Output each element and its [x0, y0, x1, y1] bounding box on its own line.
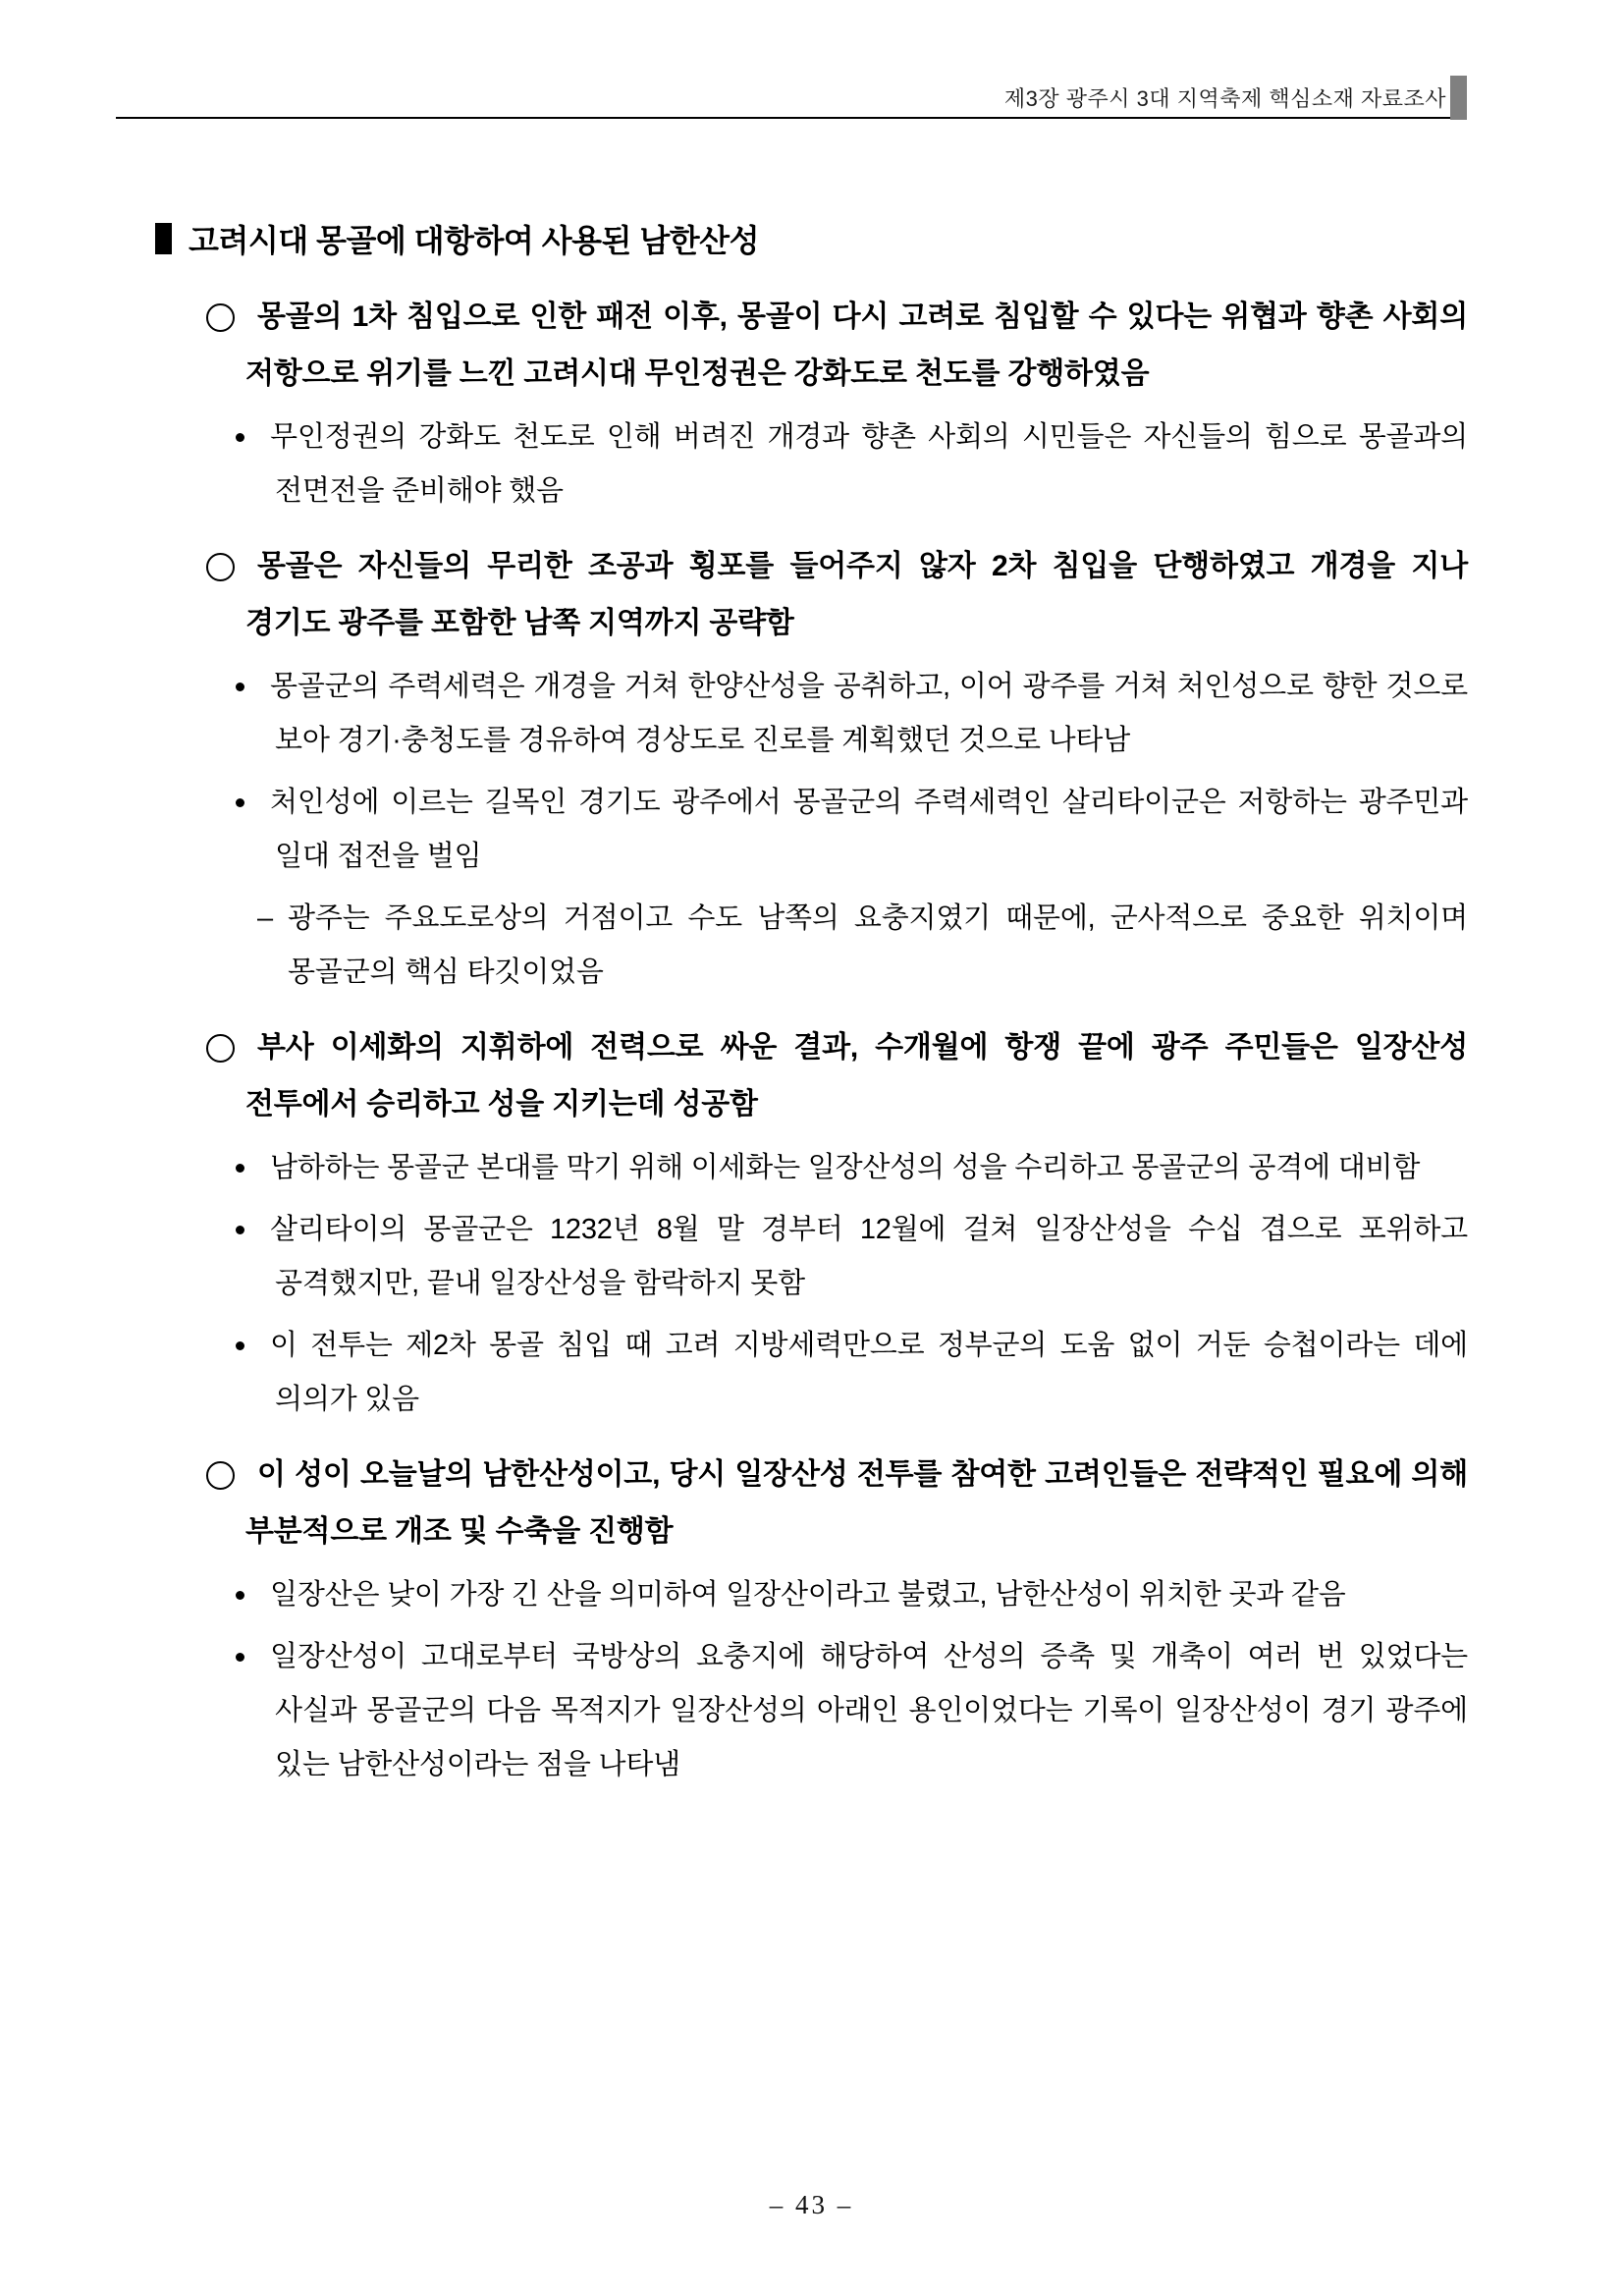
circle-bullet-icon — [206, 1461, 235, 1490]
dot-bullet-icon — [236, 798, 244, 807]
item-text: 부사 이세화의 지휘하에 전력으로 싸운 결과, 수개월에 항쟁 끝에 광주 주민들은 일장산성 전투에서 승리하고 성을 지키는데 성공함 — [245, 1031, 1468, 1121]
item-text: 남하하는 몽골군 본대를 막기 위해 이세화는 일장산성의 성을 수리하고 몽골군의 공격에 대비함 — [270, 1152, 1421, 1183]
item-text: 이 성이 오늘날의 남한산성이고, 당시 일장산성 전투를 참여한 고려인들은 전략적인 필요에 의해 부분적으로 개조 및 수축을 진행함 — [245, 1458, 1468, 1548]
header-rule — [116, 117, 1450, 119]
circle-bullet-icon — [206, 553, 235, 581]
item-text: 몽골은 자신들의 무리한 조공과 횡포를 들어주지 않자 2차 침입을 단행하였고 개경을 지나 경기도 광주를 포함한 남쪽 지역까지 공략함 — [245, 550, 1468, 639]
topic-item — [206, 289, 1468, 403]
dash-bullet-icon: – — [257, 902, 273, 934]
item-text: 무인정권의 강화도 천도로 인해 버려진 개경과 향촌 사회의 시민들은 자신들의 힘으로 몽골과의 전면전을 준비해야 했음 — [270, 421, 1468, 507]
item-text: 처인성에 이르는 길목인 경기도 광주에서 몽골군의 주력세력인 살리타이군은 저항하는 광주민과 일대 접전을 벌임 — [270, 787, 1468, 872]
section-title-row — [155, 216, 759, 261]
sub-item — [206, 1203, 1468, 1311]
dot-bullet-icon — [236, 1341, 244, 1350]
sub-item — [206, 892, 1468, 1000]
dot-bullet-icon — [236, 683, 244, 691]
sub-item — [206, 776, 1468, 884]
item-text: 일장산은 낮이 가장 긴 산을 의미하여 일장산이라고 불렸고, 남한산성이 위치한 곳과 같음 — [270, 1579, 1346, 1611]
item-text: 이 전투는 제2차 몽골 침입 때 고려 지방세력만으로 정부군의 도움 없이 거둔 승첩이라는 데에 의의가 있음 — [270, 1330, 1468, 1415]
sub-item — [206, 1141, 1468, 1195]
circle-bullet-icon — [206, 303, 235, 332]
header-chapter-title: 제3장 광주시 3대 지역축제 핵심소재 자료조사 — [1003, 86, 1446, 111]
sub-item — [206, 1319, 1468, 1427]
section-title: 고려시대 몽골에 대항하여 사용된 남한산성 — [189, 223, 759, 258]
dot-bullet-icon — [236, 433, 244, 442]
item-text: 일장산성이 고대로부터 국방상의 요충지에 해당하여 산성의 증축 및 개축이 여러 번 있었다는 사실과 몽골군의 다음 목적지가 일장산성의 아래인 용인이었다는 기록이 일장산성이 경기 광주에 있는 남한산성이라는 점을 나타냄 — [270, 1641, 1468, 1780]
circle-bullet-icon — [206, 1034, 235, 1063]
sub-item — [206, 410, 1468, 519]
square-bullet-icon — [155, 223, 172, 254]
header-accent-bar-icon — [1450, 76, 1467, 120]
sub-item — [206, 1630, 1468, 1792]
sub-item — [206, 1568, 1468, 1622]
content-list — [206, 289, 1468, 1792]
page-number: – 43 – — [769, 2190, 854, 2219]
sub-item — [206, 660, 1468, 768]
topic-item — [206, 1019, 1468, 1133]
topic-item — [206, 538, 1468, 652]
item-text: 광주는 주요도로상의 거점이고 수도 남쪽의 요충지였기 때문에, 군사적으로 중요한 위치이며 몽골군의 핵심 타깃이었음 — [288, 902, 1468, 988]
dot-bullet-icon — [236, 1226, 244, 1234]
topic-item — [206, 1447, 1468, 1560]
dot-bullet-icon — [236, 1164, 244, 1173]
item-text: 살리타이의 몽골군은 1232년 8월 말 경부터 12월에 걸쳐 일장산성을 수십 겹으로 포위하고 공격했지만, 끝내 일장산성을 함락하지 못함 — [270, 1214, 1468, 1299]
item-text: 몽골군의 주력세력은 개경을 거쳐 한양산성을 공취하고, 이어 광주를 거쳐 처인성으로 향한 것으로 보아 경기·충청도를 경유하여 경상도로 진로를 계획했던 것으로 나타남 — [270, 671, 1468, 756]
dot-bullet-icon — [236, 1653, 244, 1662]
dot-bullet-icon — [236, 1591, 244, 1600]
item-text: 몽골의 1차 침입으로 인한 패전 이후, 몽골이 다시 고려로 침입할 수 있다는 위협과 향촌 사회의 저항으로 위기를 느낀 고려시대 무인정권은 강화도로 천도를 강행하였음 — [245, 301, 1468, 390]
